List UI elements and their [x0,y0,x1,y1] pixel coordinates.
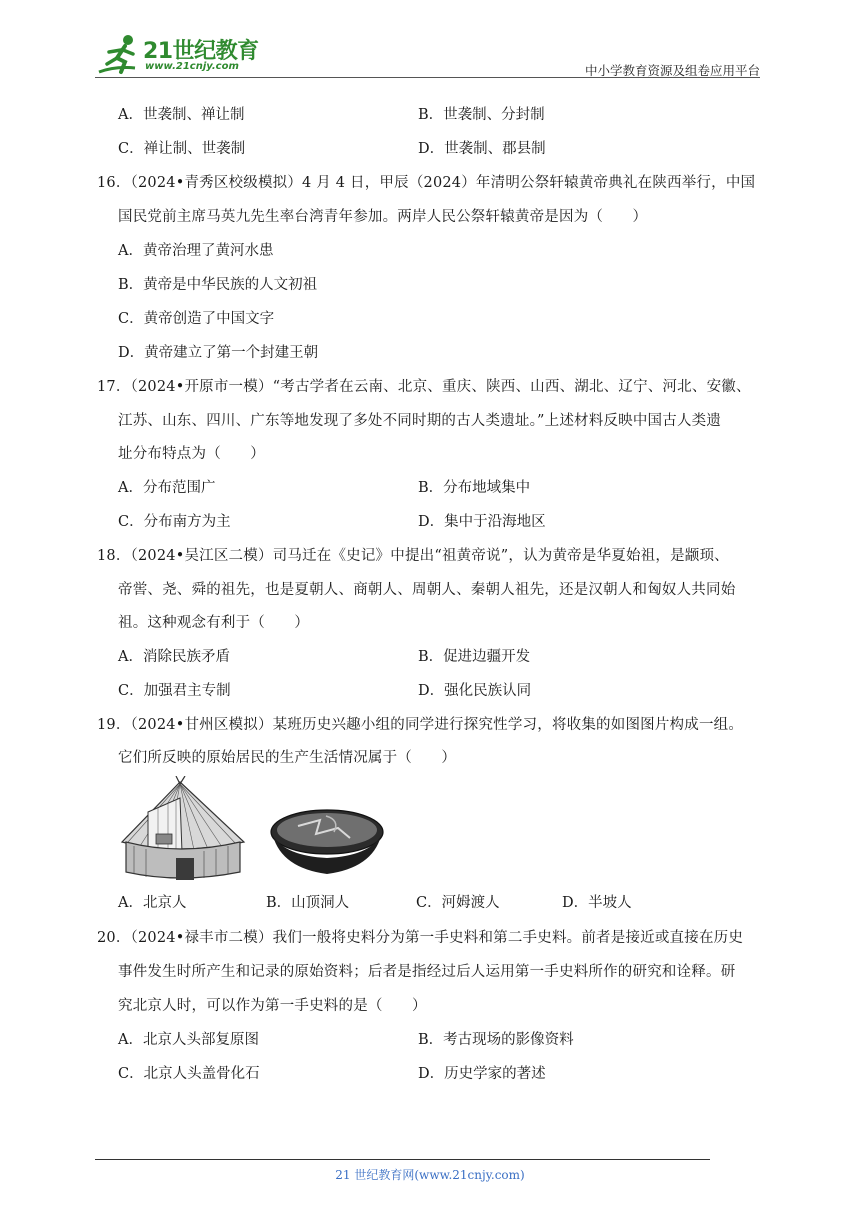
header-divider [95,77,760,78]
runner-icon [95,32,147,78]
q20-option-b: B．考古现场的影像资料 [418,1032,574,1048]
q17-stem-line2: 江苏、山东、四川、广东等地发现了多处不同时期的古人类遗址。”上述材料反映中国古人类遗 [118,413,722,429]
q20-stem-line3: 究北京人时，可以作为第一手史料的是（ ） [118,998,427,1014]
q19-stem-line2: 它们所反映的原始居民的生产生活情况属于（ ） [118,750,457,766]
q20-option-d: D．历史学家的著述 [418,1066,546,1082]
q18-option-a: A．消除民族矛盾 [118,649,230,665]
q17-option-d: D．集中于沿海地区 [418,514,546,530]
q17-option-a: A．分布范围广 [118,480,216,496]
q20-option-a: A．北京人头部复原图 [118,1032,259,1048]
q18-stem-line3: 祖。这种观念有利于（ ） [118,615,310,631]
site-tagline: 中小学教育资源及组卷应用平台 [584,63,760,78]
round-hut-illustration [118,776,248,888]
q16-option-d: D．黄帝建立了第一个封建王朝 [118,345,319,361]
q18-option-c: C．加强君主专制 [118,683,231,699]
q20-stem-line1: 20．（2024•禄丰市二模）我们一般将史料分为第一手史料和第二手史料。前者是接近或直接在历史 [97,930,744,946]
q16-option-b: B．黄帝是中华民族的人文初祖 [118,277,318,293]
q17-option-b: B．分布地域集中 [418,480,531,496]
q19-option-a: A．北京人 [118,895,187,911]
footer-link[interactable]: 21 世纪教育网(www.21cnjy.com) [335,1168,525,1182]
page-header [95,30,760,80]
q16-stem-line2: 国民党前主席马英九先生率台湾青年参加。两岸人民公祭轩辕黄帝是因为（ ） [118,209,648,225]
q19-option-c: C．河姆渡人 [416,895,500,911]
q15-option-d: D．世袭制、郡县制 [418,141,546,157]
site-logo[interactable] [95,30,265,80]
q17-option-c: C．分布南方为主 [118,514,231,530]
q16-option-a: A．黄帝治理了黄河水患 [118,243,274,259]
q18-option-b: B．促进边疆开发 [418,649,531,665]
q15-option-c: C．禅让制、世袭制 [118,141,246,157]
q18-stem-line1: 18．（2024•吴江区二模）司马迁在《史记》中提出“祖黄帝说”，认为黄帝是华夏始祖，是颛顼、 [97,548,729,564]
q17-stem-line1: 17．（2024•开原市一模）“考古学者在云南、北京、重庆、陕西、山西、湖北、辽宁、河北、安徽、 [97,379,751,395]
logo-text: 21世纪教育 [143,39,259,64]
painted-pottery-basin [268,806,386,878]
q20-option-c: C．北京人头盖骨化石 [118,1066,260,1082]
q16-option-c: C．黄帝创造了中国文字 [118,311,275,327]
q16-stem-line1: 16．（2024•青秀区校级模拟）4 月 4 日，甲辰（2024）年清明公祭轩辕黄帝典礼在陕西举行，中国 [97,175,756,191]
q18-option-d: D．强化民族认同 [418,683,532,699]
logo-url: www.21cnjy.com [145,61,239,72]
q17-stem-line3: 址分布特点为（ ） [118,446,265,462]
q15-option-a: A．世袭制、禅让制 [118,107,245,123]
q19-stem-line1: 19．（2024•甘州区模拟）某班历史兴趣小组的同学进行探究性学习，将收集的如图图片构成一组。 [97,717,744,733]
footer-divider [95,1159,710,1160]
q15-option-b: B．世袭制、分封制 [418,107,545,123]
q19-option-b: B．山顶洞人 [266,895,350,911]
q20-stem-line2: 事件发生时所产生和记录的原始资料；后者是指经过后人运用第一手史料所作的研究和诠释。研 [118,964,736,980]
q19-option-d: D．半坡人 [562,895,632,911]
q18-stem-line2: 帝喾、尧、舜的祖先，也是夏朝人、商朝人、周朝人、秦朝人祖先，还是汉朝人和匈奴人共同始 [118,582,736,598]
